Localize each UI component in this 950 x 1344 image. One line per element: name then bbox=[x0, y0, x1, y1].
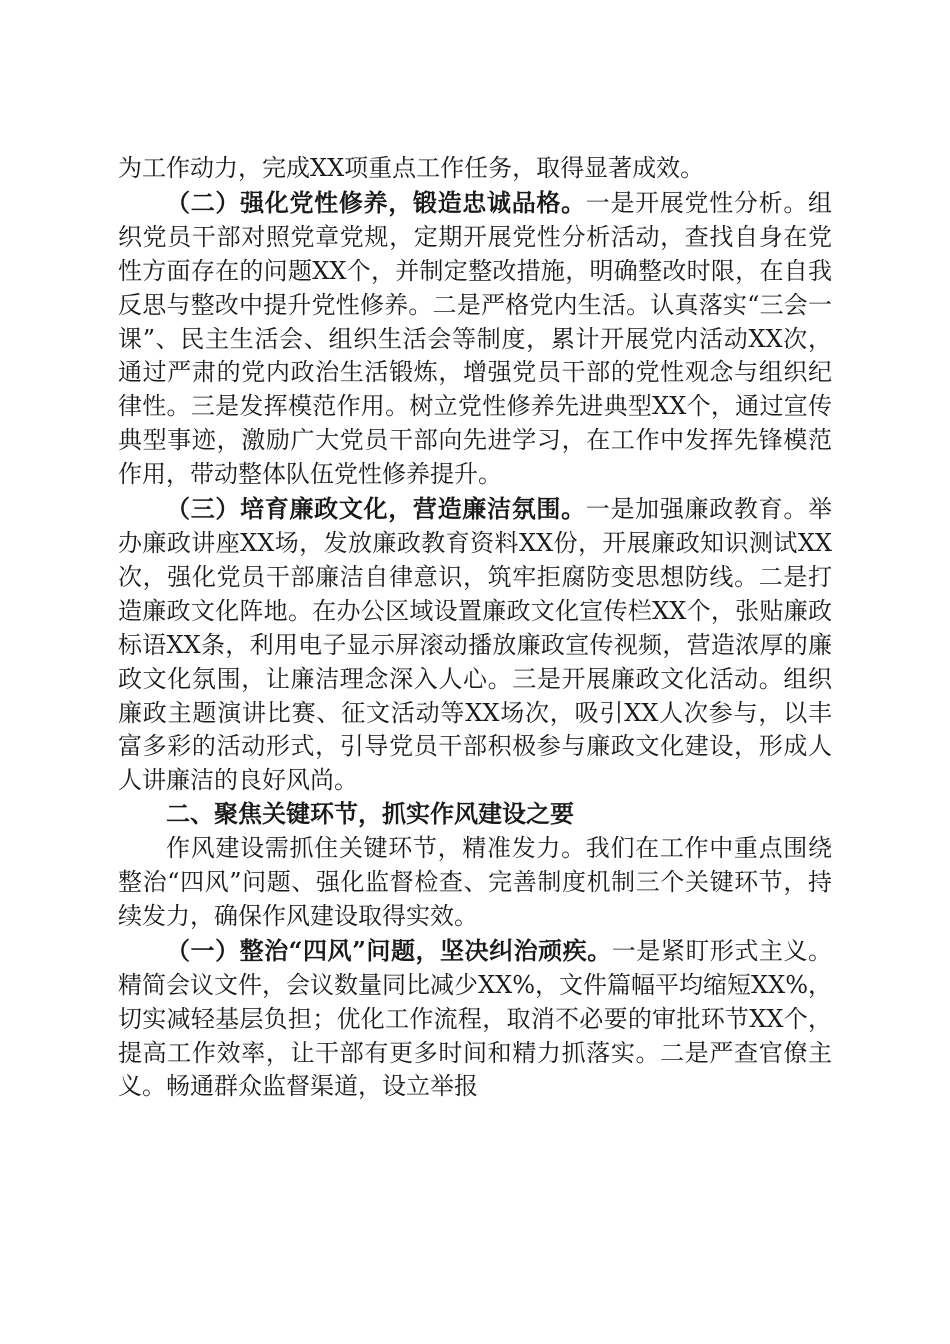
paragraph-text: 一是开展党性分析。组织党员干部对照党章党规，定期开展党性分析活动，查找自身在党性方面存在的问题XX个，并制定整改措施，明确整改时限，在自我反思与整改中提升党性修养。二是严格党内生活。认真落实“三会一课”、民主生活会、组织生活会等制度，累计开展党内活动XX次，通过严肃的党内政治生活锻炼，增强党员干部的党性观念与组织纪律性。三是发挥模范作用。树立党性修养先进典型XX个，通过宣传典型事迹，激励广大党员干部向先进学习，在工作中发挥先锋模范作用，带动整体队伍党性修养提升。 bbox=[118, 188, 833, 489]
paragraph-four-winds bbox=[118, 934, 832, 1105]
paragraph-party-spirit bbox=[118, 186, 832, 492]
paragraph-section-intro bbox=[118, 832, 832, 934]
paragraph-text: 为工作动力，完成XX项重点工作任务，取得显著成效。 bbox=[118, 154, 705, 182]
paragraph-integrity-culture bbox=[118, 492, 832, 798]
subheading-strengthen-party-spirit: （二）强化党性修养，锻造忠诚品格。 bbox=[166, 187, 586, 217]
paragraph-continuation bbox=[118, 152, 832, 186]
subheading-integrity-culture: （三）培育廉政文化，营造廉洁氛围。 bbox=[166, 494, 586, 524]
subheading-four-winds: （一）整治“四风”问题，坚决纠治顽疾。 bbox=[166, 935, 612, 965]
paragraph-text: 一是加强廉政教育。举办廉政讲座XX场，发放廉政教育资料XX份，开展廉政知识测试XX次，强化党员干部廉洁自律意识，筑牢拒腐防变思想防线。二是打造廉政文化阵地。在办公区域设置廉政文化宣传栏XX个，张贴廉政标语XX条，利用电子显示屏滚动播放廉政宣传视频，营造浓厚的廉政文化氛围，让廉洁理念深入人心。三是开展廉政文化活动。组织廉政主题演讲比赛、征文活动等XX场次，吸引XX人次参与，以丰富多彩的活动形式，引导党员干部积极参与廉政文化建设，形成人人讲廉洁的良好风尚。 bbox=[118, 495, 833, 795]
document-body bbox=[118, 152, 832, 1104]
paragraph-text: 作风建设需抓住关键环节，精准发力。我们在工作中重点围绕整治“四风”问题、强化监督检查、完善制度机制三个关键环节，持续发力，确保作风建设取得实效。 bbox=[118, 834, 832, 930]
paragraph-text: 一是紧盯形式主义。精简会议文件，会议数量同比减少XX%，文件篇幅平均缩短XX%，切实减轻基层负担；优化工作流程，取消不必要的审批环节XX个，提高工作效率，让干部有更多时间和精力抓落实。二是严查官僚主义。畅通群众监督渠道，设立举报 bbox=[118, 936, 833, 1101]
section-title-key-links: 二、聚焦关键环节，抓实作风建设之要 bbox=[166, 800, 574, 829]
